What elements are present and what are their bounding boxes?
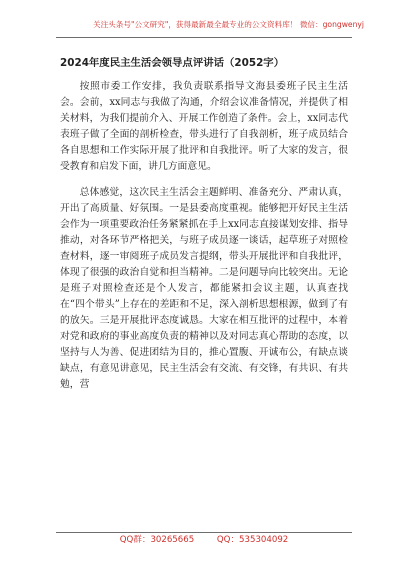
qq-contact [217, 535, 288, 546]
qq-group-contact [120, 535, 194, 546]
qq-number: 535304092 [239, 535, 289, 545]
paragraph-1: 按照市委工作安排，我负责联系指导文海县委班子民主生活会。会前，xx同志与我做了沟通，介绍会议准备情况，并提供了相关材料，为我们提前介入、开展工作创造了条件。会上，xx同志代表班子做了全面的剖析检查，带头进行了自我剖析，班子成员结合各自思想和工作实际开展了批评和自我批评。听了大家的发言，很受教育和启发下面，讲几方面意见。 [60, 81, 348, 172]
qq-label: QQ： [216, 535, 240, 545]
header-divider [56, 37, 352, 38]
document-title: 2024年度民主生活会领导点评讲话（2052字） [60, 57, 285, 69]
paragraph-2: 总体感觉，这次民主生活会主题鲜明、准备充分、严肃认真，开出了高质量、好氛围。一是县委高度重视。能够把开好民主生活会作为一项重要政治任务紧紧抓在手上xx同志直接谋划安排、指导推动，对各环节严格把关，与班子成员逐一谈话，起草班子对照检查材料，逐一审阅班子成员发言提纲，带头开展批评和自我批评，体现了很强的政治自觉和担当精神。二是问题导向比较突出。无论是班子对照检查还是个人发言，都能紧扣会议主题，认真查找在“四个带头”上存在的差距和不足，深入剖析思想根源，做到了有的放矢。三是开展批评态度诚恳。大家在相互批评的过程中，本着对党和政府的事业高度负责的精神以及对同志真心帮助的态度，以坚持与人为善、促进团结为目的，推心置腹、开诚布公，有缺点谈缺点，有意见讲意见，民主生活会有交流、有交锋，有共识、有共勉，营 [60, 187, 348, 390]
footer-divider [56, 532, 352, 533]
qq-group-number: 30265665 [150, 535, 195, 545]
footer-contacts [0, 535, 408, 546]
qq-group-label: QQ群： [119, 535, 151, 545]
document-body [60, 79, 348, 393]
header-promo-text: 关注头条号"公文研究"，获得最新最全最专业的公文资料库！ 微信：gongwenyj [92, 20, 364, 29]
